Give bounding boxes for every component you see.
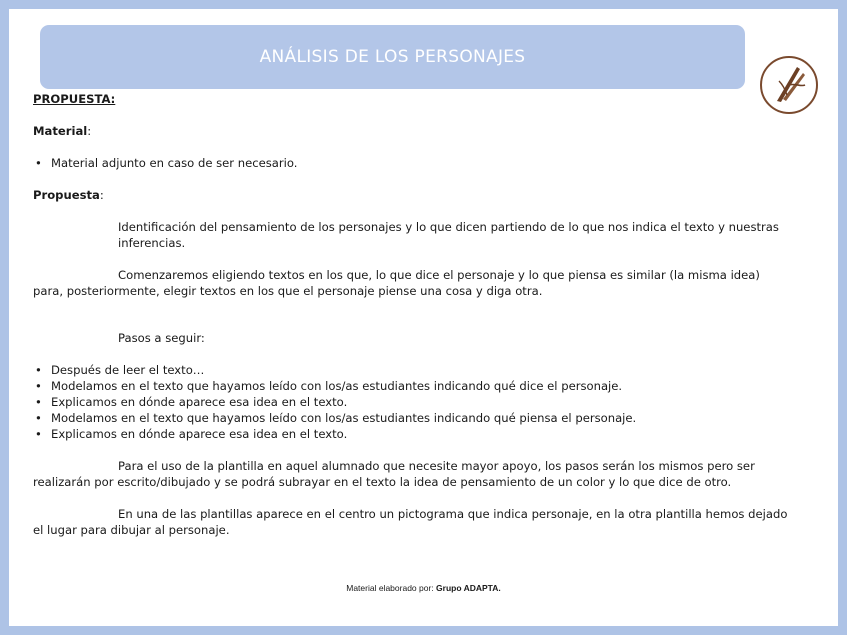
material-line [33,123,793,139]
paragraph-4: En una de las plantillas aparece en el centro un pictograma que indica personaje, en la otra plantilla hemos dejado el lugar para dibujar al personaje. [33,507,788,537]
list-item: • Explicamos en dónde aparece esa idea en el texto. [33,394,793,410]
steps-list [33,362,793,442]
pasos-label: Pasos a seguir: [118,331,205,345]
propuesta-heading: PROPUESTA: [33,92,116,106]
propuesta-label: Propuesta [33,188,100,202]
material-label: Material [33,124,88,138]
material-list [33,155,793,171]
paragraph-2: Comenzaremos eligiendo textos en los que, lo que dice el personaje y lo que piensa es similar (la misma idea) para, posteriormente, elegir textos en los que el personaje piense una cosa y diga otra. [33,268,760,298]
title-banner [40,25,745,89]
list-item: • Explicamos en dónde aparece esa idea en el texto. [33,426,793,442]
document-body [33,91,793,538]
propuesta-colon: : [99,188,104,202]
material-colon: : [87,124,92,138]
list-item: • Después de leer el texto… [33,362,793,378]
document-page [9,9,838,626]
list-item: • Modelamos en el texto que hayamos leído con los/as estudiantes indicando qué dice el personaje. [33,378,793,394]
list-item: • Material adjunto en caso de ser necesario. [33,155,793,171]
footer-credit [9,583,838,593]
footer-prefix: Material elaborado por: [346,583,437,593]
paragraph-3: Para el uso de la plantilla en aquel alumnado que necesite mayor apoyo, los pasos serán los mismos pero ser realizarán por escrito/dibujado y se podrá subrayar en el texto la idea de pensamiento de un color y lo que dice de otro. [33,459,755,489]
list-item: • Modelamos en el texto que hayamos leído con los/as estudiantes indicando qué piensa el personaje. [33,410,793,426]
page-title: ANÁLISIS DE LOS PERSONAJES [259,47,526,67]
paragraph-1: Identificación del pensamiento de los personajes y lo que dicen partiendo de lo que nos indica el texto y nuestras inferencias. [118,220,779,250]
propuesta-line [33,187,793,203]
footer-author: Grupo ADAPTA. [436,583,501,593]
